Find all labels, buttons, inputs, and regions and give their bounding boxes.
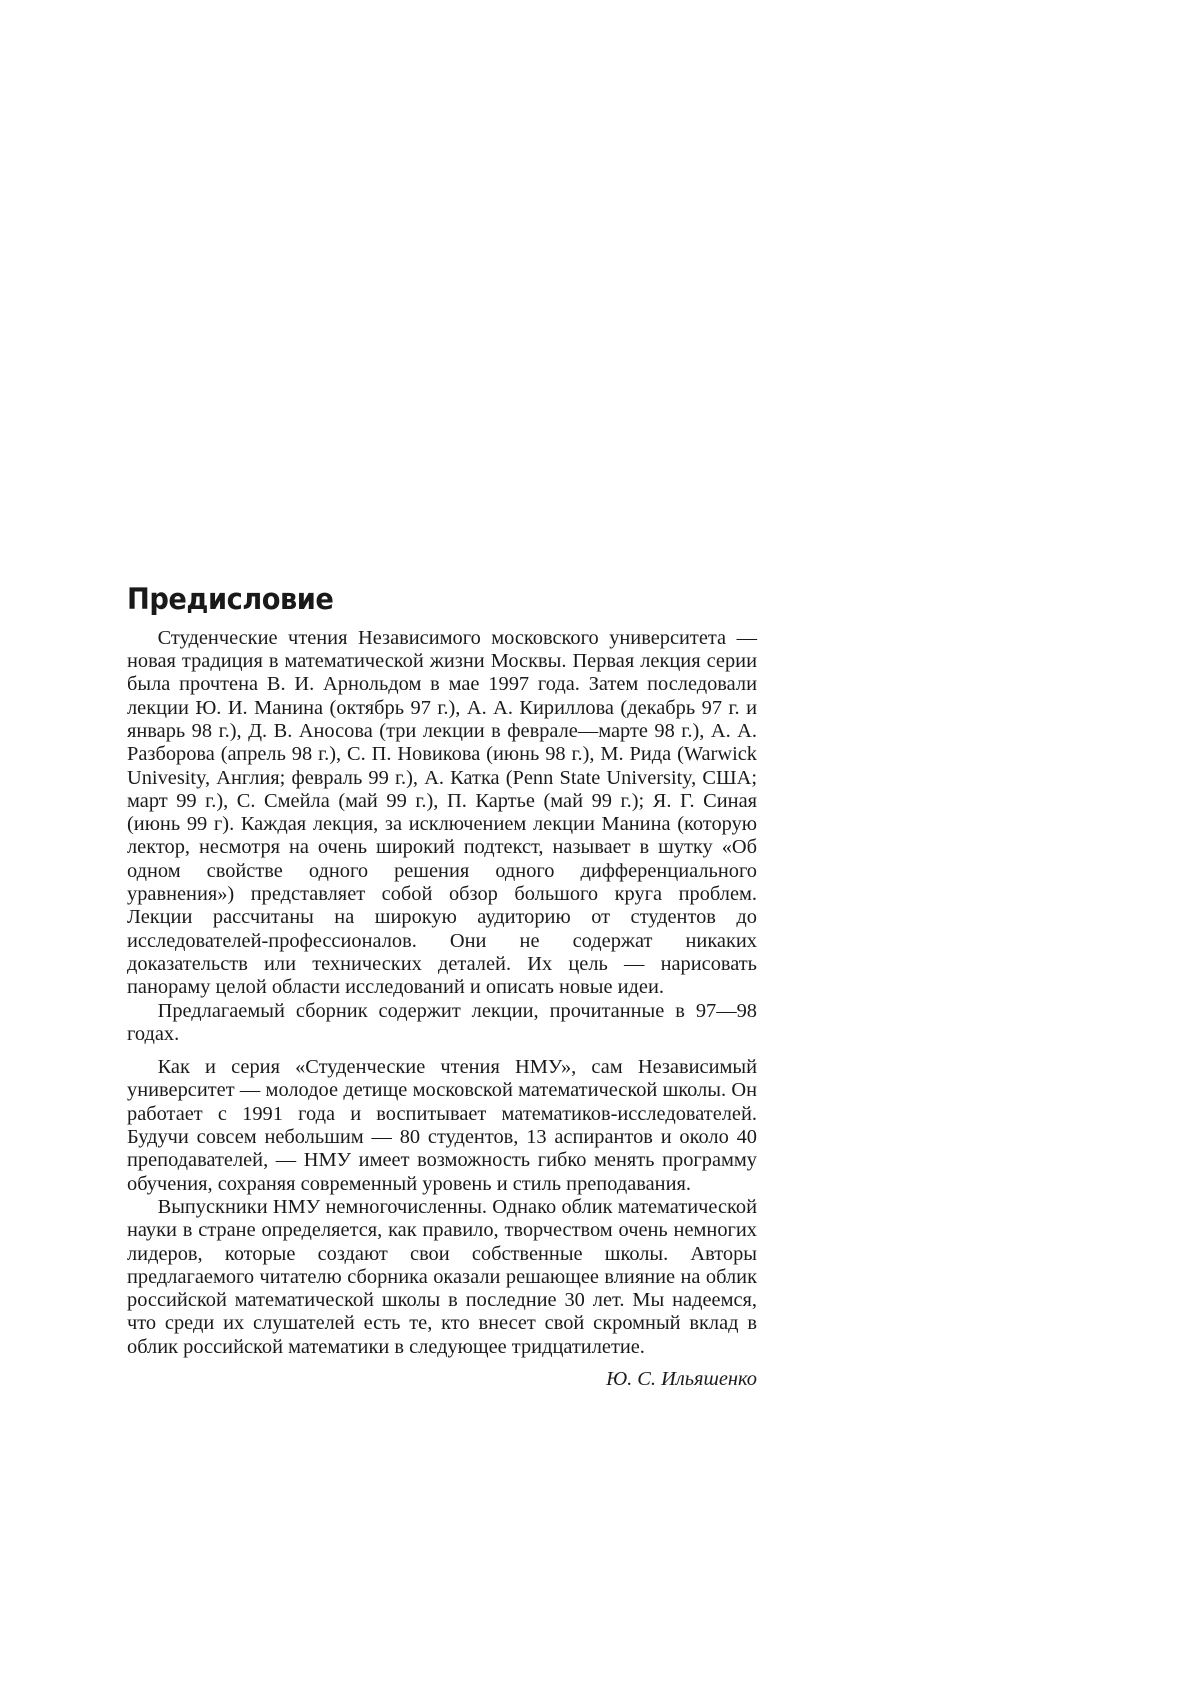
author-signature: Ю. С. Ильяшенко	[606, 1368, 757, 1390]
paragraph-2: Предлагаемый сборник содержит лекции, прочитанные в 97—98 годах.	[127, 999, 757, 1045]
paragraph-1: Студенческие чтения Независимого московского университета — новая традиция в математической жизни Москвы. Первая лекция серии была прочтена В. И. Арнольдом в мае 1997 года. Затем последовали лекции Ю. И. Манина (октябрь 97 г.), А. А. Кириллова (декабрь 97 г. и январь 98 г.), Д. В. Аносова (три лекции в феврале—марте 98 г.), А. А. Разборова (апрель 98 г.), С. П. Новикова (июнь 98 г.), М. Рида (Warwick Univesity, Англия; февраль 99 г.), А. Катка (Penn State University, США; март 99 г.), С. Смейла (май 99 г.), П. Картье (май 99 г.); Я. Г. Синая (июнь 99 г). Каждая лекция, за исключением лекции Манина (которую лектор, несмотря на очень широкий подтекст, называет в шутку «Об одном свойстве одного решения одного дифференциального уравнения») представляет собой обзор большого круга проблем. Лекции рассчитаны на широкую аудиторию от студентов до исследователей-профессионалов. Они не содержат никаких доказательств или технических деталей. Их цель — нарисовать панораму целой области исследований и описать новые идеи.	[127, 626, 757, 999]
paragraph-3: Как и серия «Студенческие чтения НМУ», сам Независимый университет — молодое детище московской математической школы. Он работает с 1991 года и воспитывает математиков-исследователей. Будучи совсем небольшим — 80 студентов, 13 аспирантов и около 40 преподавателей, — НМУ имеет возможность гибко менять программу обучения, сохраняя современный уровень и стиль преподавания.	[127, 1056, 757, 1195]
paragraph-4: Выпускники НМУ немногочисленны. Однако облик математической науки в стране определяется, как правило, творчеством очень немногих лидеров, которые создают свои собственные школы. Авторы предлагаемого читателю сборника оказали решающее влияние на облик российской математической школы в последние 30 лет. Мы надеемся, что среди их слушателей есть те, кто внесет свой скромный вклад в облик российской математики в следующее тридцатилетие.	[127, 1195, 757, 1358]
preface-page	[127, 582, 757, 1391]
page-title: Предисловие	[127, 582, 334, 616]
preface-body	[127, 627, 757, 1359]
